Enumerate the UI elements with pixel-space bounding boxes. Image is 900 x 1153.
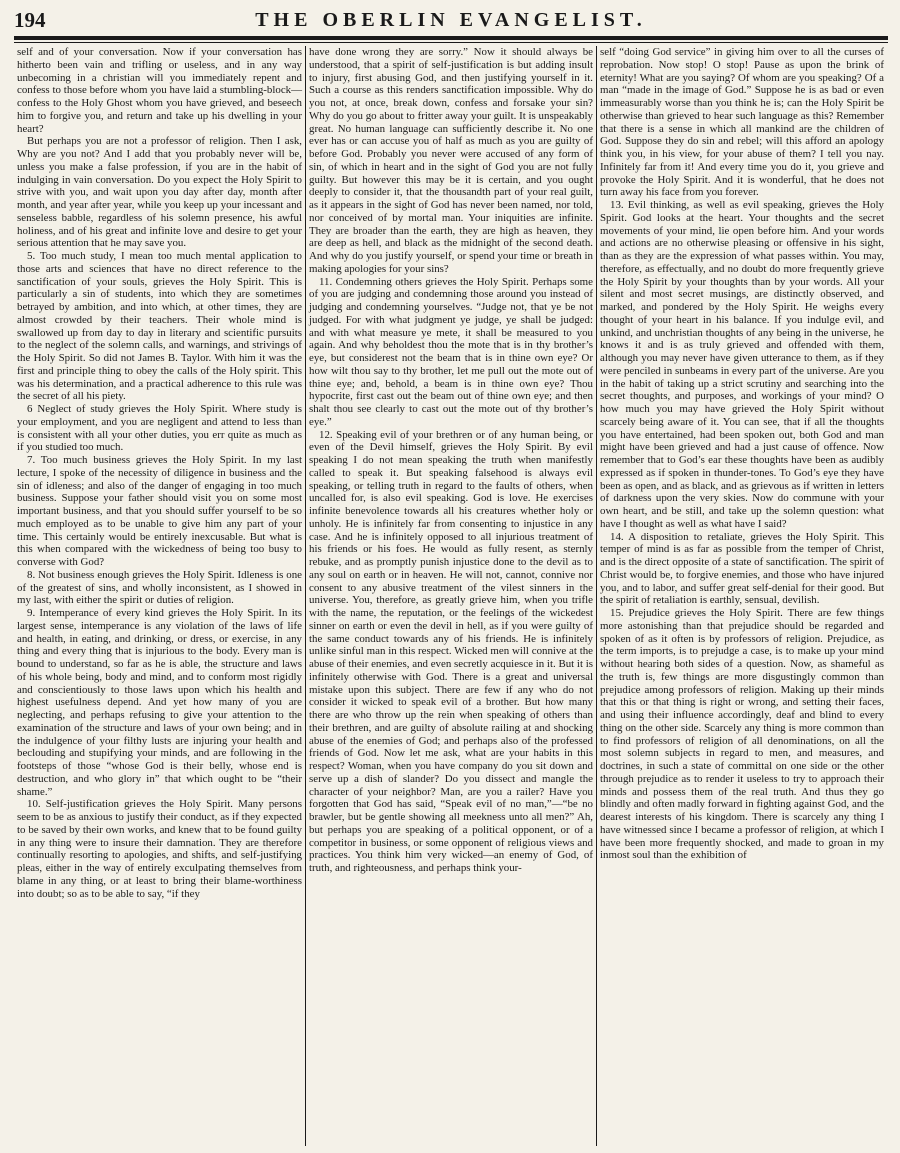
paragraph: 10. Self-justification grieves the Holy Spirit. Many persons seem to be as anxious to justify their conduct, as if they expected to be saved by their own works, and knew that to be found guilty in any thing were to insure their damnation. They are therefore continually resorting to apologies, and shifts, and self-justifying pleas, either in the way of entirely exculpating themselves from blame in any thing, or at least to bring their blame-worthiness into doubt; so as to be able to say, “if they (17, 798, 302, 900)
column-1 (14, 46, 305, 1146)
header-rule-thin (14, 42, 888, 43)
column-2 (305, 46, 596, 1146)
page-number: 194 (14, 8, 46, 32)
paragraph: 15. Prejudice grieves the Holy Spirit. There are few things more astonishing than that prejudice should be regarded and spoken of as it often is by professors of religion. Prejudice, as the term imports, is to prejudge a case, is to make up your mind without hearing both sides of a question. Now, as shameful as the truth is, few things are more disgustingly common than prejudice among professors of religion. Making up their minds that this or that thing is right or wrong, and setting their faces, and using their influence accordingly, deaf and blind to every thing on the other side. Scarcely any thing is more common than to find professors of religion of all denominations, on all the most solemn subjects in regard to men, and measures, and doctrines, in such a state of committal on one side or the other through prejudice as to render it useless to try to approach their minds and possess them of the real truth. And thus they go blindly and often madly forward in fighting against God, and the dearest interests of his kingdom. There is scarcely any thing I have witnessed since I became a professor of religion, at which I have been more frequently shocked, and made to groan in my inmost soul than the exhibition of (600, 607, 884, 862)
paragraph: 7. Too much business grieves the Holy Spirit. In my last lecture, I spoke of the necessity of diligence in business and the sin of idleness; and also of the danger of engaging in too much business. Suppose your father should visit you on some most important business, and that you should suffer yourself to be so much employed as to be unable to give him any part of your time. This certainly would be entirely inexcusable. But what is this when compared with the wickedness of being too busy to converse with God? (17, 454, 302, 568)
paragraph: But perhaps you are not a professor of religion. Then I ask, Why are you not? And I add that you probably never will be, unless you make a false profession, if you are in the habit of indulging in vain conversation. Do you expect the Holy Spirit to strive with you, and wait upon you day after day, month after month, and year after year, while you keep up your incessant and senseless babble, regardless of his solemn presence, his awful holiness, and of his great and infinite love and desire to get your serious attention that he may save you. (17, 135, 302, 250)
paragraph: 13. Evil thinking, as well as evil speaking, grieves the Holy Spirit. God looks at the heart. Your thoughts and the secret movements of your mind, lie open before him. And your words and actions are no otherwise pleasing or offensive in his sight, than as they are the expression of what passes within. You may, therefore, as effectually, and no doubt do more frequently grieve the Holy Spirit by your thoughts than by your words. All your silent and most secret musings, are distinctly observed, and marked, and pondered by the Holy Spirit. He weighs every thought of your heart in his balance. If you indulge evil, and unkind, and unchristian thoughts of any being in the universe, he knows it and is as truly grieved and offended with them, although you may never have given utterance to them, as if they were penciled in sunbeams in every part of the universe. Are you in the habit of taking up a strict scrutiny and searching into the secret thoughts, and purposes, and workings of your mind? O how much you may have grieved the Holy Spirit without scarcely being aware of it. You can see, that if all the thoughts you have entertained, had been spoken out, both God and man might have been grieved and had a just cause of offence. Now remember that to God’s ear these thoughts have been as audibly expressed as if spoken in thunder-tones. To God’s eye they have been as open, and as black, and as grievous as if written in letters of darkness upon the very skies. Now do commune with your own heart, and be still, and take up the solemn question: what have I thought as well as what have I said? (600, 199, 884, 530)
masthead-title: THE OBERLIN EVANGELIST. (255, 9, 647, 31)
paragraph: self “doing God service” in giving him over to all the curses of reprobation. Now stop! O stop! Pause as upon the brink of eternity! What are you saying? Of whom are you speaking? Of a man “made in the image of God.” Suppose he is as bad or even immeasurably worse than you think he is; can the Holy Spirit be otherwise than grieved to hear such language as this? Remember that there is a sense in which all mankind are the children of God. Suppose they do sin and rebel; will this afford an apology think you, in his view, for your abuse of them? I tell you nay. Infinitely far from it! And every time you do it, you grieve and provoke the Holy Spirit. And it is wonderful, that he does not turn away his face from you forever. (600, 46, 884, 199)
paragraph: 5. Too much study, I mean too much mental application to those arts and sciences that have no direct reference to the sanctification of your souls, grieves the Holy Spirit. This is particularly a sin of students, into which they are sometimes betrayed by ambition, and into which, at other times, they are almost crowded by their teachers. Their whole mind is swallowed up from day to day in literary and scientific pursuits to the neglect of the solemn calls, and warnings, and strivings of the Holy Spirit. So did not James B. Taylor. With him it was the first and principle thing to obey the calls of the Holy spirit. This was his determination, and a practical adherence to this rule was the secret of all his piety. (17, 250, 302, 403)
paragraph: 14. A disposition to retaliate, grieves the Holy Spirit. This temper of mind is as far as possible from the temper of Christ, and is the direct opposite of a state of sanctification. The spirit of Christ would be, to forgive enemies, and those who have injured you, and to labor, and suffer great self-denial for their good. But the spirit of retaliation is earthly, sensual, devilish. (600, 530, 884, 607)
header-rule-thick (14, 36, 888, 40)
paragraph: self and of your conversation. Now if your conversation has hitherto been vain and trifling or useless, and in any way unbecoming in a christian will you immediately repent and confess to those before whom you have laid a stumbling-block—confess to the Holy Ghost whom you have grieved, and beseech him to forgive you, and return and take up his dwelling in your heart? (17, 46, 302, 135)
columns (14, 46, 888, 1146)
column-3 (596, 46, 887, 1146)
paragraph: 11. Condemning others grieves the Holy Spirit. Perhaps some of you are judging and condemning those around you instead of judging and condemning yourselves. “Judge not, that ye be not judged. For with what judgment ye judge, ye shall be judged: and with what measure ye mete, it shall be measured to you again. And why beholdest thou the mote that is in thy brother’s eye, but considerest not the beam that is in thine own eye? Or how wilt thou say to thy brother, let me pull out the mote out of thine eye; and, behold, a beam is in thine own eye? Thou hypocrite, first cast out the beam out of thine own eye; and then shalt thou see clearly to cast out the mote out of thy brother’s eye.” (309, 275, 593, 428)
paragraph: 6 Neglect of study grieves the Holy Spirit. Where study is your employment, and you are negligent and attend to less than is consistent with all your other duties, you err quite as much as if you studied too much. (17, 403, 302, 454)
paragraph: 9. Intemperance of every kind grieves the Holy Spirit. In its largest sense, intemperance is any violation of the laws of life and health, in eating, and drinking, or dress, or exercise, in any thing and every thing that is injurious to the body. Every man is bound to understand, so far as he is able, the structure and laws of his whole being, body and mind, and to conform most rigidly and conscientiously to those laws upon which his health and highest usefulness depend. And yet how many of you are neglecting, and perhaps refusing to give your attention to the examination of the structure and laws of your own being; and in the indulgence of your filthy lusts are injuring your health and beclouding and stupifying your minds, and are following in the footsteps of those “whose God is their belly, whose end is destruction, and who glory in” that which ought to be “their shame.” (17, 607, 302, 798)
paragraph: 8. Not business enough grieves the Holy Spirit. Idleness is one of the greatest of sins, and wholly inconsistent, as I showed in my last, with either the spirit or duties of religion. (17, 568, 302, 607)
paragraph: have done wrong they are sorry.” Now it should always be understood, that a spirit of self-justification is but adding insult to injury, first abusing God, and then justifying yourself in it. Such a course as this renders sanctification impossible. Why do you not, at once, break down, confess and forsake your sin? Why do you go about to fritter away your guilt. It is unspeakably great. No human language can sufficiently describe it. No one ever has or can accuse you of half as much as you are guilty of before God. Probably you never were accused of any form of sin, of which in heart and in the sight of God you are not fully guilty. But however this may be it is certain, and you ought deeply to consider it, that the thousandth part of your real guilt, as it appears in the sight of God has never been named, nor told, nor conceived of by mortal man. Your iniquities are infinite. They are broader than the earth, they are high as heaven, they are deep as hell, and black as the midnight of the second death. And why do you justify yourself, or spend your time or breath in making apologies for your sins? (309, 46, 593, 275)
page-header (14, 8, 888, 34)
paragraph: 12. Speaking evil of your brethren or of any human being, or even of the Devil himself, grieves the Holy Spirit. By evil speaking I do not mean speaking the truth when manifestly called to speak it. But speaking falsehood is always evil speaking, or telling truth in regard to the faults of others, when uncalled for, is also evil speaking. God is love. He exercises infinite benevolence towards all his creatures whether holy or unholy. He is infinitely far from consenting to injustice in any case. And he is infinitely opposed to all injurious treatment of his friends or his foes. He would as fully resent, as sternly rebuke, and as promptly punish injustice done to the devil as to any soul on earth or in heaven. He will not, cannot, connive nor consent to any abusive treatment of the vilest sinners in the universe. You, therefore, as greatly grieve him, when you trifle with the name, the reputation, or the feelings of the wickedest sinner on earth or even the devil in hell, as if you were guilty of the same conduct towards any of his friends. He is infinitely unlike sinful man in this respect. Wicked men will connive at the abuse of their enemies, and even secretly acquiesce in it. But it is infinitely otherwise with God. There is a great and universal mistake upon this subject. There are few if any who do not consider it wicked to speak evil of a brother. But how many there are who throw up the rein when speaking of others than their brethren, and are guilty of absolute railing at and shocking abuse of the enemies of God; and perhaps also of the professed friends of God. Now let me ask, what are your habits in this respect? Woman, when you have company do you sit down and serve up a dish of slander? Do you dissect and mangle the character of your neighbor? Man, are you a railer? Have you forgotten that God has said, “Speak evil of no man,”—“be no brawler, but be gentle showing all meekness unto all men?” Ah, but perhaps you are speaking of a political opponent, or of a competitor in business, or some opponent of religious views and practices. You think him very wicked—an enemy of God, of truth, and righteousness, and perhaps think your- (309, 428, 593, 874)
